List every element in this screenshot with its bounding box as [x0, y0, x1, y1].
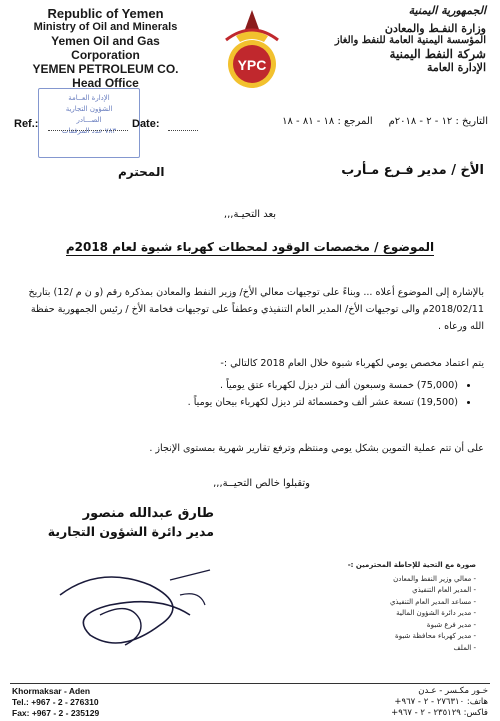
paragraph-1: بالإشارة إلى الموضوع أعلاه ... وبناءً على توجيهات معالي الأخ/ وزير النفط والمعادن بمذكرة رقم (و ن م /12) بتاريخ 2018/02/11م والى توجيهات الأخ/ المدير العام التنفيذي وعطفاً على توجيهات فخامة الأخ / رئيس الجمهورية حفظة الله ورعاه .	[28, 287, 484, 332]
subject-text: الموضوع / مخصصات الوقود لمحطات كهرباء شبوة لعام 2018م	[65, 240, 435, 254]
subject-line	[0, 240, 500, 254]
signature-block	[44, 505, 214, 541]
allocation-list	[18, 377, 474, 411]
company-name-en: YEMEN PETROLEUM CO.	[32, 62, 179, 76]
copies-list	[326, 560, 476, 654]
country-name-en: Republic of Yemen	[47, 6, 164, 21]
footer-tel-ar: هاتف: ٢٧٦٣١٠ - ٢ - ٩٦٧+	[394, 697, 488, 707]
list-item: - الملف	[453, 643, 476, 652]
greeting: بعد التحيـة,,,	[223, 209, 277, 220]
addressee: الأخ / مدير فـرع مـأرب	[341, 163, 484, 178]
arabic-date: التاريخ : ١٢ - ٢ - ٢٠١٨م	[388, 116, 488, 127]
stamp-line-2: الشؤون التجارية	[65, 105, 113, 113]
country-name-ar: الجمهورية اليمنية	[408, 4, 486, 17]
paragraph-2: يتم اعتماد مخصص يومي لكهرباء شبوة خلال العام 2018 كالتالي :-	[220, 358, 484, 369]
list-item: - المدير العام التنفيذي	[412, 586, 476, 594]
list-item: - مدير كهرباء محافظة شبوة	[395, 632, 476, 640]
header-arabic	[326, 4, 486, 74]
ypc-logo	[196, 6, 308, 90]
closing: وتقبلوا خالص التحيــة,,,	[213, 478, 310, 489]
header-english	[18, 6, 193, 90]
footer-english	[12, 686, 99, 719]
ministry-name-en: Ministry of Oil and Minerals	[33, 21, 178, 33]
footer-tel-en: Tel.: +967 - 2 - 276310	[12, 697, 99, 707]
handwritten-signature	[40, 555, 230, 665]
paragraph-3: على أن تتم عملية التموين بشكل يومي ومنتظم وترفع تقارير شهرية بمستوى الإنجاز .	[149, 443, 484, 454]
list-item: - مدير دائرة الشؤون المالية	[396, 609, 476, 617]
office-name-en: Head Office	[72, 76, 139, 90]
stamp-line-1: الإدارة العــامة	[68, 94, 110, 102]
date-label: Date:	[132, 118, 160, 130]
corporation-name-en: Yemen Oil and Gas Corporation	[51, 34, 160, 62]
footer-fax-ar: فاكس: ٢٣٥١٢٩ - ٢ - ٩٦٧+	[391, 708, 488, 718]
ref-dotted-line	[48, 130, 128, 131]
arabic-date-ref-line	[188, 116, 488, 127]
date-dotted-line	[168, 130, 198, 131]
ministry-name-ar: وزارة النفـط والمعادن	[384, 22, 486, 35]
footer-arabic	[391, 686, 488, 719]
signatory-title: مدير دائرة الشؤون التجارية	[47, 524, 214, 539]
list-item: - مدير فرع شبوة	[426, 620, 476, 629]
footer-divider	[10, 683, 490, 684]
list-item: • (19,500) تسعة عشر ألف وخمسمائة لتر ديزل لكهرباء بيحان يومياً .	[18, 394, 458, 411]
list-item: • (75,000) خمسة وسبعون ألف لتر ديزل لكهرباء عتق يومياً .	[18, 377, 458, 394]
list-item: - معالي وزير النفط والمعادن	[393, 574, 476, 583]
signatory-name: طارق عبدالله منصور	[82, 506, 214, 521]
stamp-line-3: الصـــادر	[76, 116, 102, 124]
office-name-ar: الإدارة العامة	[426, 61, 486, 74]
footer-address-ar: خـور مكـسر - عـدن	[418, 686, 488, 696]
ref-label: Ref.:	[14, 118, 39, 130]
copies-heading: صورة مع التحية للإحاطة المحترمين :-	[347, 561, 476, 569]
arabic-ref: المرجع : ١٨ - ٨١ - ١٨	[282, 116, 373, 127]
footer-address-en: Khormaksar - Aden	[12, 686, 91, 696]
corporation-name-ar: المؤسسة اليمنية العامة للنفط والغاز	[334, 35, 486, 46]
footer-fax-en: Fax: +967 - 2 - 235129	[12, 708, 100, 718]
outgoing-stamp	[38, 88, 140, 158]
stamp-line-4: ٧٨٣ عدد المرفقات	[61, 127, 117, 135]
list-item: - مساعد المدير العام التنفيذي	[389, 597, 476, 606]
company-name-ar: شركة النفط اليمنية	[389, 47, 486, 61]
logo-text: YPC	[237, 57, 267, 73]
honorific: المحترم	[118, 165, 165, 179]
